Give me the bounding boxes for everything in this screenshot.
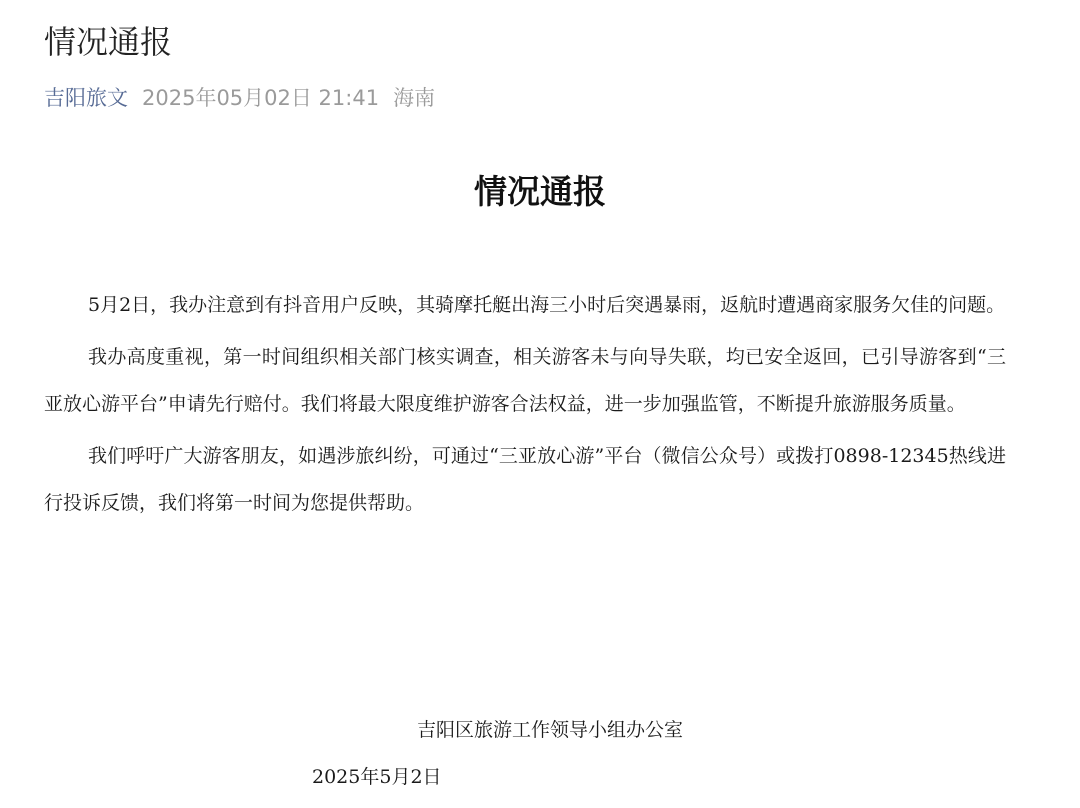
notice-body <box>44 282 1006 532</box>
publish-location: 海南 <box>393 86 436 110</box>
publish-time: 2025年05月02日 21:41 <box>142 86 380 110</box>
notice-paragraph-2: 我办高度重视，第一时间组织相关部门核实调查，相关游客未与向导失联，均已安全返回，已引导游客到“三亚放心游平台”申请先行赔付。我们将最大限度维护游客合法权益，进一步加强监管，不断提升旅游服务质量。 <box>44 346 1006 415</box>
article-title: 情况通报 <box>44 23 173 61</box>
signature-date: 2025年5月2日 <box>312 766 442 788</box>
notice-paragraph-1: 5月2日，我办注意到有抖音用户反映，其骑摩托艇出海三小时后突遇暴雨，返航时遭遇商家服务欠佳的问题。 <box>88 294 1006 316</box>
notice-heading: 情况通报 <box>474 172 606 211</box>
article-meta <box>44 84 435 112</box>
signature-organization: 吉阳区旅游工作领导小组办公室 <box>416 719 683 741</box>
notice-paragraph-3: 我们呼吁广大游客朋友，如遇涉旅纠纷，可通过“三亚放心游”平台（微信公众号）或拨打0898-12345热线进行投诉反馈，我们将第一时间为您提供帮助。 <box>44 445 1006 514</box>
account-name-link[interactable]: 吉阳旅文 <box>44 86 128 110</box>
